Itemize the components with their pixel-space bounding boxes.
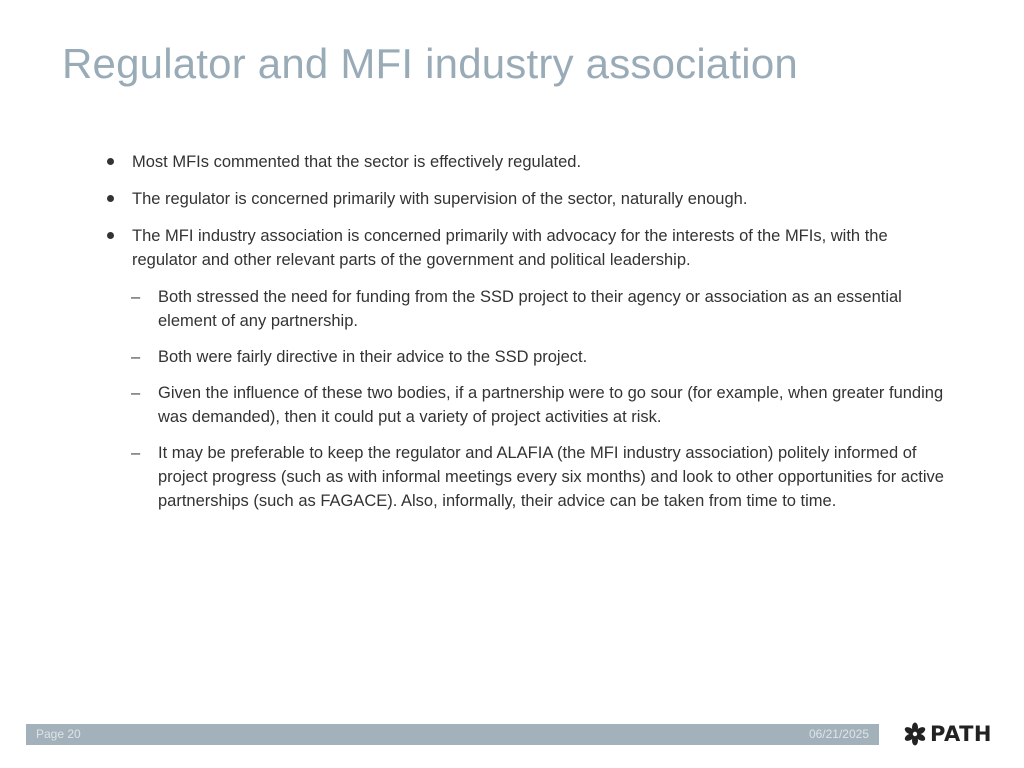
sub-bullet-item (104, 345, 949, 369)
bullet-text: The MFI industry association is concerned primarily with advocacy for the interests of the MFIs, with the regulator and other relevant parts of the government and political leadership. (132, 227, 888, 269)
dash-icon: – (131, 384, 141, 402)
sub-bullet-item (104, 381, 949, 429)
dash-icon: – (131, 444, 141, 462)
sub-bullet-item (104, 285, 949, 333)
sub-bullet-item (104, 441, 949, 513)
bullet-item (104, 187, 949, 211)
slide-title: Regulator and MFI industry association (62, 40, 798, 87)
logo-text: PATH (930, 722, 992, 746)
sub-bullet-text: Given the influence of these two bodies, if a partnership were to go sour (for example, when greater funding was demanded), then it could put a variety of project activities at risk. (158, 384, 944, 426)
page-number: Page 20 (36, 727, 81, 741)
slide-content (104, 150, 949, 525)
bullet-text: The regulator is concerned primarily with supervision of the sector, naturally enough. (132, 190, 748, 208)
bullet-dot-icon (107, 195, 114, 202)
bullet-item (104, 224, 949, 272)
sub-bullet-text: Both stressed the need for funding from the SSD project to their agency or association as an essential element of any partnership. (158, 288, 902, 330)
footer-bar (26, 724, 879, 745)
bullet-dot-icon (107, 232, 114, 239)
path-logo-icon (903, 722, 927, 746)
sub-bullet-text: Both were fairly directive in their advice to the SSD project. (158, 348, 588, 366)
path-logo (903, 720, 992, 748)
bullet-text: Most MFIs commented that the sector is effectively regulated. (132, 153, 582, 171)
dash-icon: – (131, 288, 141, 306)
footer-date: 06/21/2025 (808, 727, 869, 741)
sub-bullet-text: It may be preferable to keep the regulator and ALAFIA (the MFI industry association) politely informed of project progress (such as with informal meetings every six months) and look to other opportunities for active partnerships (such as FAGACE). Also, informally, their advice can be taken from time to time. (158, 444, 944, 510)
bullet-item (104, 150, 949, 174)
dash-icon: – (131, 348, 141, 366)
bullet-dot-icon (107, 158, 114, 165)
